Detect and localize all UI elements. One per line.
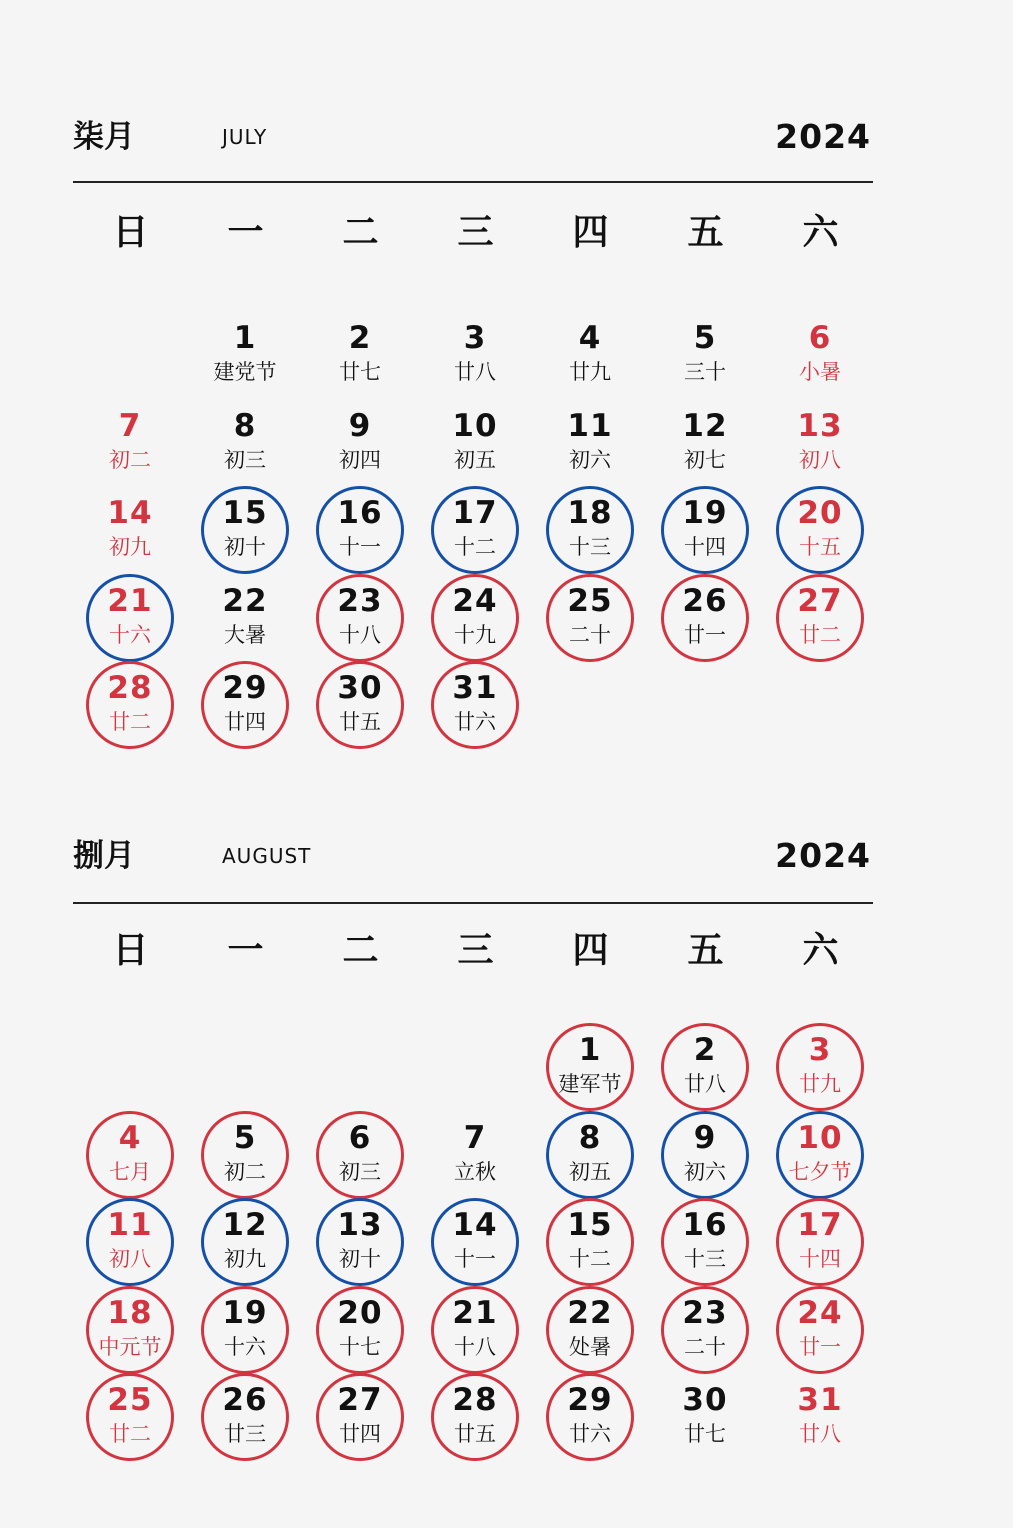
day-cell[interactable] <box>316 661 404 749</box>
day-number: 7 <box>118 407 142 444</box>
day-number: 15 <box>222 495 268 531</box>
day-cell[interactable] <box>316 1373 404 1461</box>
lunar-date: 立秋 <box>454 1159 496 1184</box>
year-label: 2024 <box>775 836 871 875</box>
day-cell[interactable] <box>316 311 404 399</box>
day-number: 4 <box>578 320 602 356</box>
month-header <box>73 117 873 177</box>
lunar-date: 三十 <box>684 360 726 384</box>
lunar-date: 初九 <box>109 535 151 559</box>
day-cell[interactable] <box>316 1111 404 1199</box>
lunar-date: 初六 <box>684 1159 726 1184</box>
day-number: 12 <box>222 1207 268 1243</box>
lunar-date: 廿九 <box>569 360 611 384</box>
day-cell[interactable] <box>661 486 749 574</box>
lunar-date: 廿八 <box>454 360 496 384</box>
day-cell[interactable] <box>431 1111 519 1199</box>
day-number: 31 <box>797 1382 843 1418</box>
lunar-date: 十八 <box>454 1334 496 1359</box>
day-number: 9 <box>348 407 372 444</box>
day-number: 20 <box>337 1294 383 1331</box>
day-number: 23 <box>337 582 383 619</box>
lunar-date: 十二 <box>569 1247 611 1271</box>
lunar-date: 廿五 <box>339 710 381 734</box>
day-cell[interactable] <box>86 1286 174 1374</box>
weekday-sun: 日 <box>112 212 149 253</box>
year-label: 2024 <box>775 117 871 156</box>
day-number: 30 <box>682 1382 728 1418</box>
day-number: 24 <box>452 582 498 619</box>
lunar-date: 十五 <box>799 535 841 559</box>
lunar-date: 初八 <box>799 447 841 472</box>
lunar-date: 廿二 <box>109 1422 151 1446</box>
day-number: 17 <box>452 495 498 531</box>
header-divider <box>73 902 873 904</box>
day-number: 1 <box>233 320 257 356</box>
lunar-date: 十六 <box>224 1334 266 1359</box>
day-cell[interactable] <box>661 311 749 399</box>
day-cell[interactable] <box>431 1286 519 1374</box>
day-number: 22 <box>567 1294 613 1331</box>
day-number: 25 <box>567 582 613 619</box>
day-cell[interactable] <box>201 1198 289 1286</box>
day-cell[interactable] <box>776 1198 864 1286</box>
day-number: 27 <box>337 1382 383 1418</box>
weekday-tue: 二 <box>342 930 379 971</box>
lunar-date: 十七 <box>339 1334 381 1359</box>
day-cell[interactable] <box>661 399 749 487</box>
day-cell[interactable] <box>431 574 519 662</box>
lunar-date: 廿二 <box>799 622 841 647</box>
lunar-date: 廿六 <box>454 710 496 734</box>
day-cell[interactable] <box>86 1373 174 1461</box>
lunar-date: 廿七 <box>339 360 381 384</box>
day-cell[interactable] <box>316 399 404 487</box>
day-number: 12 <box>682 407 728 444</box>
day-cell[interactable] <box>776 1286 864 1374</box>
month-header <box>73 836 873 896</box>
day-cell[interactable] <box>201 1286 289 1374</box>
day-number: 14 <box>452 1207 498 1243</box>
day-number: 4 <box>118 1119 142 1156</box>
day-number: 10 <box>452 407 498 444</box>
day-cell[interactable] <box>316 1286 404 1374</box>
day-cell[interactable] <box>201 311 289 399</box>
month-name-en: AUGUST <box>222 844 312 868</box>
lunar-date: 初十 <box>224 535 266 559</box>
day-number: 2 <box>348 320 372 356</box>
weekday-mon: 一 <box>227 930 264 971</box>
day-cell[interactable] <box>201 486 289 574</box>
day-number: 3 <box>808 1032 832 1068</box>
day-cell[interactable] <box>86 1198 174 1286</box>
lunar-date: 廿八 <box>684 1072 726 1096</box>
day-cell[interactable] <box>86 661 174 749</box>
lunar-date: 初五 <box>454 447 496 472</box>
day-cell[interactable] <box>546 311 634 399</box>
day-number: 13 <box>797 407 843 444</box>
lunar-date: 廿四 <box>339 1422 381 1446</box>
lunar-date: 七月 <box>109 1159 151 1184</box>
day-cell[interactable] <box>431 661 519 749</box>
day-number: 16 <box>337 495 383 531</box>
day-number: 26 <box>222 1382 268 1418</box>
weekday-wed: 三 <box>457 212 494 253</box>
lunar-date: 中元节 <box>98 1334 162 1359</box>
lunar-date: 十八 <box>339 622 381 647</box>
day-number: 30 <box>337 670 383 706</box>
lunar-date: 十四 <box>799 1247 841 1271</box>
day-cell[interactable] <box>661 1111 749 1199</box>
day-number: 20 <box>797 495 843 531</box>
day-cell[interactable] <box>776 1023 864 1111</box>
day-number: 9 <box>693 1119 717 1156</box>
day-cell[interactable] <box>201 661 289 749</box>
weekday-sat: 六 <box>802 930 839 971</box>
weekday-thu: 四 <box>572 930 609 971</box>
lunar-date: 十二 <box>454 535 496 559</box>
lunar-date: 初十 <box>339 1247 381 1271</box>
day-number: 7 <box>463 1119 487 1156</box>
lunar-date: 二十 <box>684 1334 726 1359</box>
day-cell[interactable] <box>201 1373 289 1461</box>
day-number: 28 <box>452 1382 498 1418</box>
day-cell[interactable] <box>431 1198 519 1286</box>
weekday-fri: 五 <box>687 212 724 253</box>
lunar-date: 十六 <box>109 622 151 647</box>
day-cell[interactable] <box>201 399 289 487</box>
day-number: 6 <box>808 320 832 356</box>
lunar-date: 七夕节 <box>788 1159 852 1184</box>
lunar-date: 廿七 <box>684 1422 726 1446</box>
lunar-date: 二十 <box>569 622 611 647</box>
day-number: 25 <box>107 1382 153 1418</box>
lunar-date: 十九 <box>454 622 496 647</box>
lunar-date: 廿九 <box>799 1072 841 1096</box>
lunar-date: 初六 <box>569 447 611 472</box>
day-number: 8 <box>578 1119 602 1156</box>
day-number: 6 <box>348 1119 372 1156</box>
day-number: 8 <box>233 407 257 444</box>
day-cell[interactable] <box>546 1198 634 1286</box>
lunar-date: 十一 <box>339 535 381 559</box>
day-cell[interactable] <box>776 574 864 662</box>
lunar-date: 十一 <box>454 1247 496 1271</box>
day-number: 11 <box>567 407 613 444</box>
lunar-date: 廿三 <box>224 1422 266 1446</box>
day-number: 17 <box>797 1207 843 1243</box>
day-number: 5 <box>693 320 717 356</box>
lunar-date: 初三 <box>339 1159 381 1184</box>
day-number: 23 <box>682 1294 728 1331</box>
header-divider <box>73 181 873 183</box>
lunar-date: 十四 <box>684 535 726 559</box>
lunar-date: 初三 <box>224 447 266 472</box>
lunar-date: 初五 <box>569 1159 611 1184</box>
lunar-date: 初四 <box>339 447 381 472</box>
day-cell[interactable] <box>86 574 174 662</box>
month-name-cn: 柒月 <box>73 119 135 155</box>
day-cell[interactable] <box>316 486 404 574</box>
day-number: 5 <box>233 1119 257 1156</box>
day-cell[interactable] <box>546 1111 634 1199</box>
lunar-date: 处暑 <box>569 1334 611 1359</box>
lunar-date: 建军节 <box>558 1072 622 1096</box>
day-cell[interactable] <box>661 1286 749 1374</box>
lunar-date: 初七 <box>684 447 726 472</box>
day-number: 3 <box>463 320 487 356</box>
day-number: 11 <box>107 1207 153 1243</box>
weekday-sat: 六 <box>802 212 839 253</box>
day-cell[interactable] <box>431 1373 519 1461</box>
lunar-date: 廿一 <box>684 622 726 647</box>
day-number: 18 <box>107 1294 153 1331</box>
day-cell[interactable] <box>546 399 634 487</box>
day-cell[interactable] <box>661 1373 749 1461</box>
weekday-wed: 三 <box>457 930 494 971</box>
day-cell[interactable] <box>86 399 174 487</box>
day-number: 10 <box>797 1119 843 1156</box>
lunar-date: 廿一 <box>799 1334 841 1359</box>
day-cell[interactable] <box>316 1198 404 1286</box>
weekday-mon: 一 <box>227 212 264 253</box>
day-cell[interactable] <box>776 399 864 487</box>
lunar-date: 初二 <box>109 447 151 472</box>
day-number: 14 <box>107 495 153 531</box>
day-number: 1 <box>578 1032 602 1068</box>
day-number: 18 <box>567 495 613 531</box>
day-cell[interactable] <box>776 1373 864 1461</box>
day-cell[interactable] <box>546 1373 634 1461</box>
day-number: 31 <box>452 670 498 706</box>
day-cell[interactable] <box>661 574 749 662</box>
lunar-date: 建党节 <box>213 360 277 384</box>
day-number: 2 <box>693 1032 717 1068</box>
day-number: 29 <box>567 1382 613 1418</box>
day-cell[interactable] <box>201 574 289 662</box>
day-cell[interactable] <box>86 1111 174 1199</box>
day-number: 19 <box>222 1294 268 1331</box>
day-cell[interactable] <box>546 574 634 662</box>
day-cell[interactable] <box>776 311 864 399</box>
day-cell[interactable] <box>431 399 519 487</box>
lunar-date: 十三 <box>684 1247 726 1271</box>
day-cell[interactable] <box>546 1023 634 1111</box>
lunar-date: 廿六 <box>569 1422 611 1446</box>
lunar-date: 大暑 <box>224 622 266 647</box>
day-number: 13 <box>337 1207 383 1243</box>
month-name-en: JULY <box>222 125 268 149</box>
day-cell[interactable] <box>661 1198 749 1286</box>
day-cell[interactable] <box>776 486 864 574</box>
weekday-thu: 四 <box>572 212 609 253</box>
day-cell[interactable] <box>546 1286 634 1374</box>
day-number: 21 <box>452 1294 498 1331</box>
day-number: 16 <box>682 1207 728 1243</box>
lunar-date: 初二 <box>224 1159 266 1184</box>
day-cell[interactable] <box>776 1111 864 1199</box>
lunar-date: 廿五 <box>454 1422 496 1446</box>
weekday-row <box>73 208 878 258</box>
month-name-cn: 捌月 <box>73 838 135 874</box>
weekday-tue: 二 <box>342 212 379 253</box>
day-number: 28 <box>107 670 153 706</box>
day-cell[interactable] <box>661 1023 749 1111</box>
lunar-date: 廿八 <box>799 1422 841 1446</box>
day-cell[interactable] <box>431 311 519 399</box>
lunar-date: 十三 <box>569 535 611 559</box>
day-cell[interactable] <box>546 486 634 574</box>
weekday-row <box>73 926 878 976</box>
lunar-date: 廿四 <box>224 710 266 734</box>
day-cell[interactable] <box>431 486 519 574</box>
day-number: 15 <box>567 1207 613 1243</box>
day-number: 19 <box>682 495 728 531</box>
day-number: 22 <box>222 582 268 619</box>
weekday-sun: 日 <box>112 930 149 971</box>
day-number: 27 <box>797 582 843 619</box>
day-number: 24 <box>797 1294 843 1331</box>
weekday-fri: 五 <box>687 930 724 971</box>
lunar-date: 小暑 <box>799 360 841 384</box>
day-number: 26 <box>682 582 728 619</box>
day-number: 29 <box>222 670 268 706</box>
lunar-date: 初八 <box>109 1247 151 1271</box>
day-cell[interactable] <box>316 574 404 662</box>
day-cell[interactable] <box>86 486 174 574</box>
lunar-date: 廿二 <box>109 710 151 734</box>
day-number: 21 <box>107 582 153 619</box>
lunar-date: 初九 <box>224 1247 266 1271</box>
day-cell[interactable] <box>201 1111 289 1199</box>
